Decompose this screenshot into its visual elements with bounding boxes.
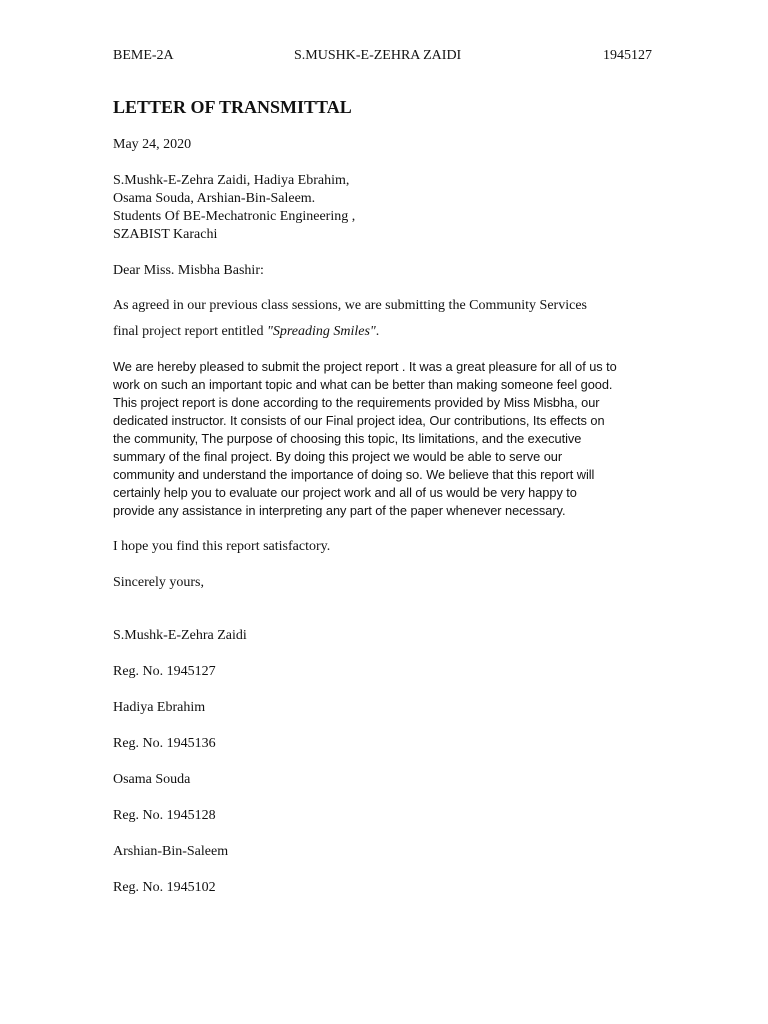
body-paragraph [113,358,661,520]
signatory-name: S.Mushk-E-Zehra Zaidi [113,628,247,643]
body-line: the community, The purpose of choosing this topic, Its limitations, and the executive [113,431,582,446]
body-line: summary of the final project. By doing this project we would be able to serve our [113,449,563,464]
body-line: dedicated instructor. It consists of our Final project idea, Our contributions, Its effects on [113,413,605,428]
sender-line-4: SZABIST Karachi [113,227,218,242]
signatory-reg: Reg. No. 1945136 [113,736,216,751]
sender-line-3: Students Of BE-Mechatronic Engineering , [113,209,356,224]
body-line: This project report is done according to the requirements provided by Miss Misbha, our [113,395,600,410]
intro-line-2-end: . [375,324,380,339]
body-line: community and understand the importance of doing so. We believe that this report will [113,467,595,482]
body-line: certainly help you to evaluate our project work and all of us would be very happy to [113,485,577,500]
header-author: S.MUSHK-E-ZEHRA ZAIDI [294,48,462,63]
signatory-reg: Reg. No. 1945127 [113,664,216,679]
project-title: "Spreading Smiles" [266,324,376,339]
signatory-name: Osama Souda [113,772,191,787]
signatory-name: Hadiya Ebrahim [113,700,206,715]
body-line: provide any assistance in interpreting any part of the paper whenever necessary. [113,503,566,518]
letter-date: May 24, 2020 [113,137,192,152]
sender-line-1: S.Mushk-E-Zehra Zaidi, Hadiya Ebrahim, [113,173,350,188]
intro-line-1: As agreed in our previous class sessions, we are submitting the Community Services [113,298,587,313]
intro-line-2 [113,323,379,341]
salutation: Dear Miss. Misbha Bashir: [113,263,264,278]
body-line: work on such an important topic and what can be better than making someone feel good. [113,377,613,392]
body-line: We are hereby pleased to submit the project report . It was a great pleasure for all of us to [113,359,617,374]
sender-line-2: Osama Souda, Arshian-Bin-Saleem. [113,191,316,206]
header-reg-no: 1945127 [603,48,652,63]
signatory-reg: Reg. No. 1945128 [113,808,216,823]
closing-hope: I hope you find this report satisfactory. [113,539,331,554]
signatory-reg: Reg. No. 1945102 [113,880,216,895]
sign-off: Sincerely yours, [113,575,204,590]
letter-title: LETTER OF TRANSMITTAL [113,97,352,117]
signatory-name: Arshian-Bin-Saleem [113,844,229,859]
header-class-code: BEME-2A [113,48,174,63]
intro-line-2-text: final project report entitled [113,324,267,339]
